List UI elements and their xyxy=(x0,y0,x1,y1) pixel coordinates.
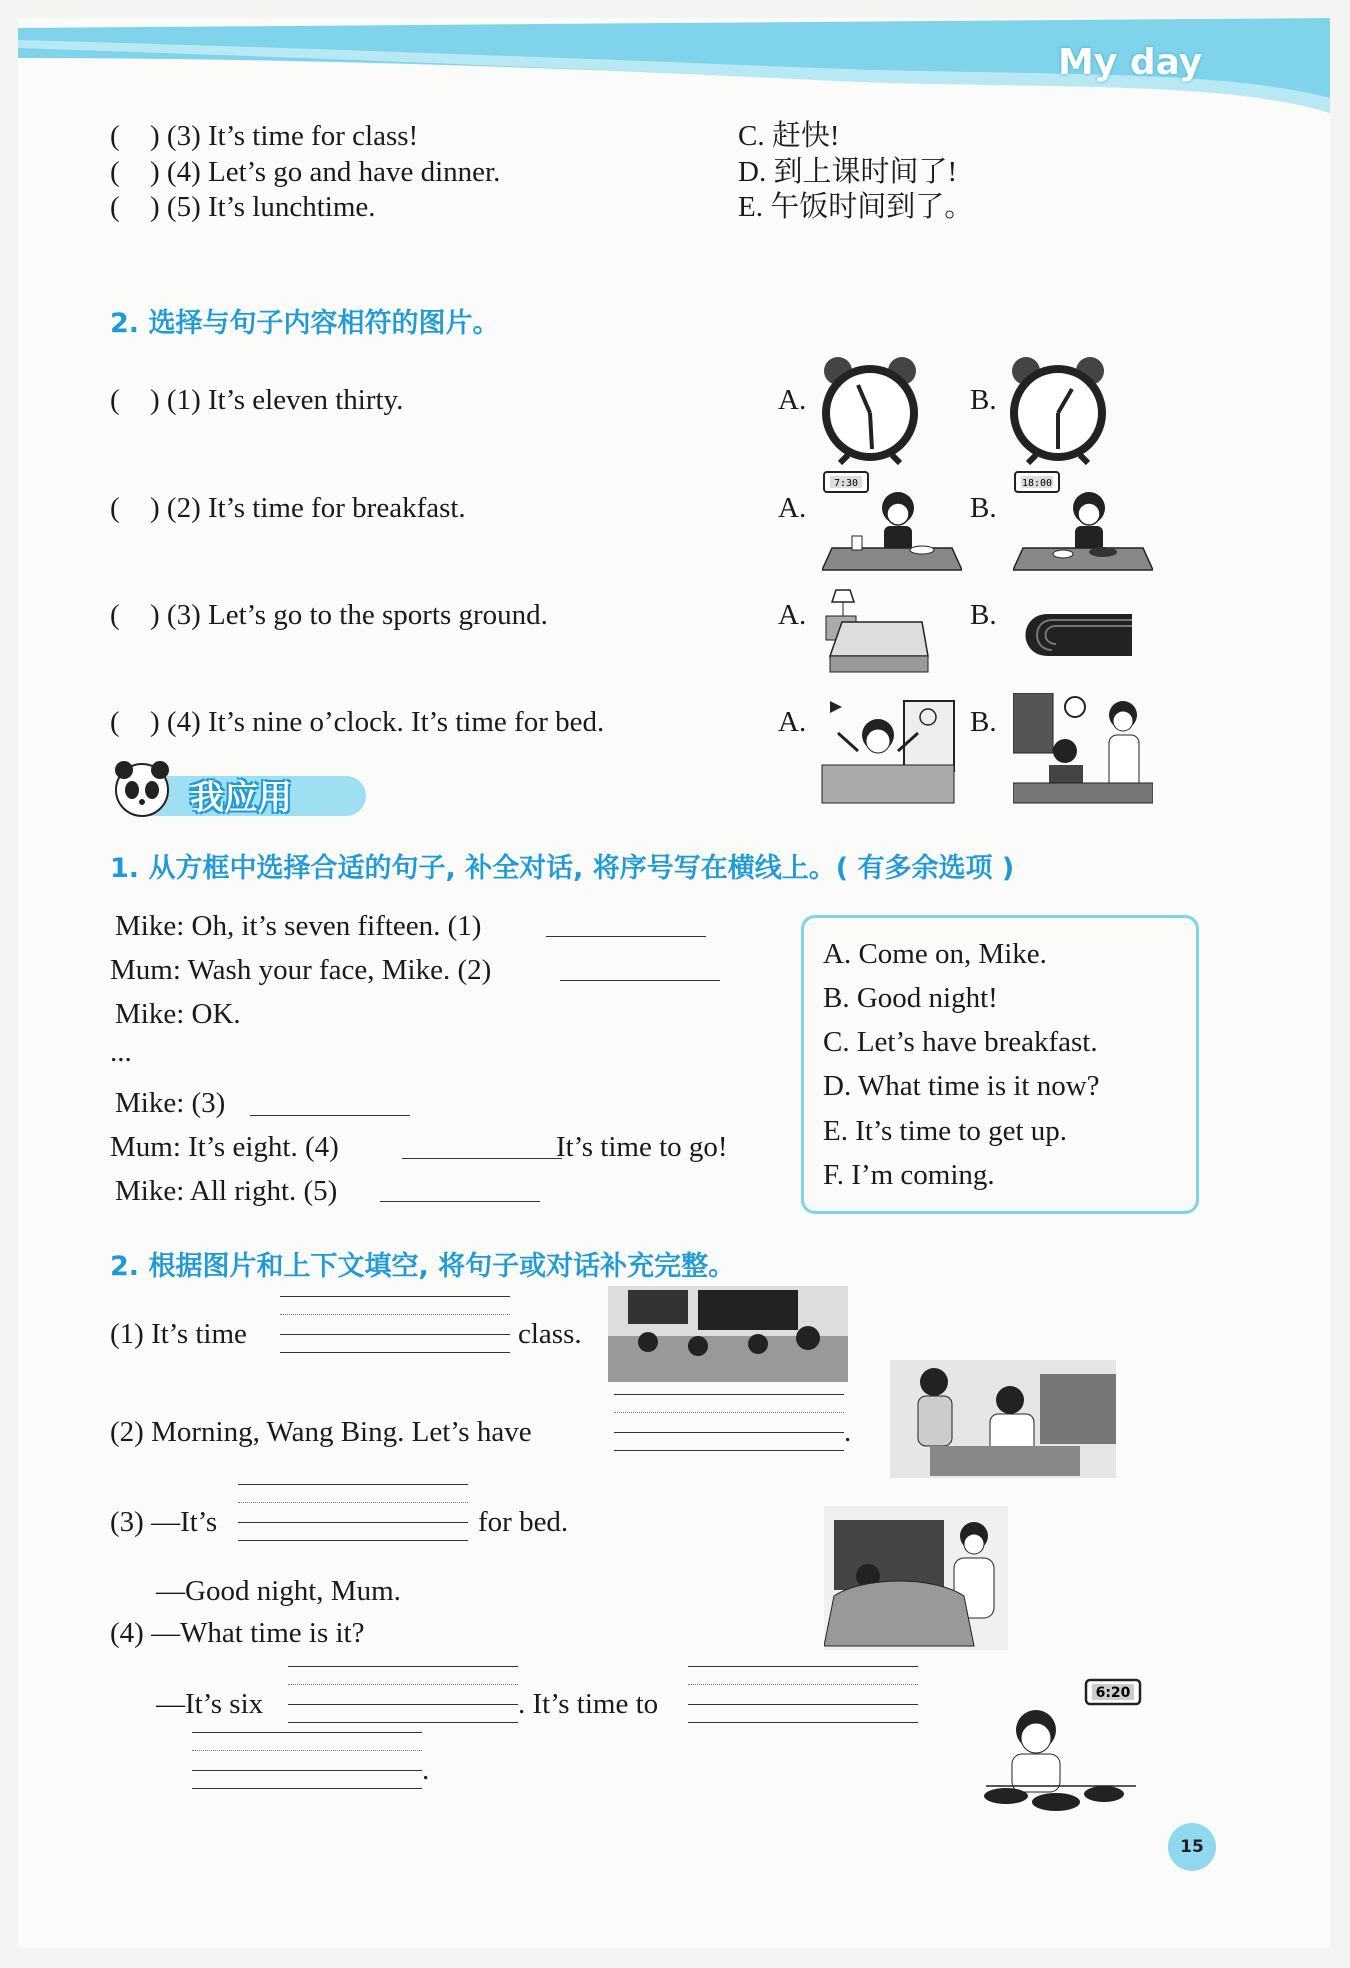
dialogue-line-6: Mike: All right. (5) xyxy=(115,1175,338,1207)
boy-eating-picture xyxy=(976,1678,1146,1818)
bedtime-picture xyxy=(824,1506,1008,1650)
choice-item-4: ) (4) It’s nine o’clock. It’s time for bed. xyxy=(150,706,605,738)
choice-item-2: ) (2) It’s time for breakfast. xyxy=(150,492,466,524)
writing-lines-4b[interactable] xyxy=(688,1666,918,1726)
answer-blank-1[interactable] xyxy=(546,936,706,937)
answer-paren[interactable]: ) xyxy=(150,191,160,223)
match-row-4: ( xyxy=(110,156,120,188)
writing-lines-4a[interactable] xyxy=(288,1666,518,1726)
match-row-5: ( xyxy=(110,191,120,223)
answer-blank-3[interactable] xyxy=(250,1115,410,1116)
dialogue-line-5-tail: It’s time to go! xyxy=(556,1131,728,1163)
header-title: My day xyxy=(1058,42,1203,83)
option-f: F. I’m coming. xyxy=(823,1159,995,1191)
choice-item-3: ) (3) Let’s go to the sports ground. xyxy=(150,599,548,631)
choice-item-1: ) (1) It’s eleven thirty. xyxy=(150,384,404,416)
option-e: E. It’s time to get up. xyxy=(823,1115,1068,1147)
dialogue-line-2: Mum: Wash your face, Mike. (2) xyxy=(110,954,492,986)
section-title: 2. 根据图片和上下文填空, 将句子或对话补充完整。 xyxy=(110,1251,736,1282)
mum-boy-study-picture xyxy=(1013,693,1153,805)
bed-picture xyxy=(822,586,930,678)
svg-text:18:00: 18:00 xyxy=(1021,478,1053,489)
fill-question-1: (1) It’s time xyxy=(110,1318,247,1350)
alarm-clock-icon xyxy=(818,353,922,465)
fill-question-2: (2) Morning, Wang Bing. Let’s have xyxy=(110,1416,532,1448)
option-b: B. Good night! xyxy=(823,982,998,1014)
dialogue-line-1: Mike: Oh, it’s seven fifteen. (1) xyxy=(115,910,482,942)
answer-paren[interactable]: ) xyxy=(150,706,160,738)
match-row-3: ( xyxy=(110,120,120,152)
dialogue-line-5: Mum: It’s eight. (4) xyxy=(110,1131,339,1163)
sports-track-picture xyxy=(1018,610,1134,660)
match-option-e: E. 午饭时间到了。 xyxy=(738,191,974,223)
svg-text:7:30: 7:30 xyxy=(833,478,859,489)
option-d: D. What time is it now? xyxy=(823,1070,1100,1102)
section-title: 2. 选择与句子内容相符的图片。 xyxy=(110,308,500,339)
answer-paren[interactable]: ) xyxy=(150,156,160,188)
section-title: 1. 从方框中选择合适的句子, 补全对话, 将序号写在横线上。( 有多余选项 ) xyxy=(110,853,1015,884)
writing-lines-4c[interactable] xyxy=(192,1732,422,1792)
writing-lines-2[interactable] xyxy=(614,1394,844,1454)
breakfast-scene-picture xyxy=(890,1360,1116,1478)
fill-question-4: (4) —What time is it? xyxy=(110,1617,365,1649)
dialogue-line-3: Mike: OK. xyxy=(115,998,241,1030)
alarm-clock-icon xyxy=(1006,353,1110,465)
fill-question-3: (3) —It’s xyxy=(110,1506,218,1538)
answer-blank-5[interactable] xyxy=(380,1201,540,1202)
svg-text:6:20: 6:20 xyxy=(1095,1685,1131,1701)
option-a: A. Come on, Mike. xyxy=(823,938,1047,970)
boy-waking-picture xyxy=(818,693,958,805)
answer-blank-2[interactable] xyxy=(560,980,720,981)
workbook-page: My day ( ) (3) It’s time for class! ( ) (4) Let’s go and have dinner. ( ) (5) It’s lunchtime. C. 赶快! D. 到上课时间了! E. 午饭时间到了。 2. 选择与句子内容相符的图片。 ( ) (1) It’s eleven thirty. A. B. ( ) (2) It’s time for breakfast. A. B. 7:30 18:00 ( ) (3) Let’s go to the sports ground. A. B. ( ) (4) It’s nine o’clock. It’s time for bed. A. B. 我应用 1. 从方框中选择合适的句子, 补全对话, 将序号写在横线上。( 有多余选项 ) Mike: Oh, it’s seven fifteen. (1) Mum: Wash your face, Mike. (2) Mike: OK. ... Mike: (3) Mum: It’s eight. (4) It’s time to go! Mike: All right. (5) A. Come on, Mike. B. Good night! C. Let’s have breakfast. D. What time is it now? E. It’s time to get up. F. I’m coming. 2. 根据图片和上下文填空, 将句子或对话补充完整。 (1) It’s time class. (2) Morning, Wang Bing. Let’s have . (3) —It’s for bed. —Good night, Mum. (4) —What time is it? —It’s six . It’s time to . 6:20 15 xyxy=(18,18,1330,1948)
option-c: C. Let’s have breakfast. xyxy=(823,1026,1098,1058)
match-option-d: D. 到上课时间了! xyxy=(738,156,958,188)
answer-paren[interactable]: ) xyxy=(150,492,160,524)
girl-breakfast-picture xyxy=(822,470,962,578)
match-option-c: C. 赶快! xyxy=(738,120,840,152)
girl-dinner-picture xyxy=(1013,470,1153,578)
fill-question-3-reply: —Good night, Mum. xyxy=(156,1575,401,1607)
writing-lines-1[interactable] xyxy=(280,1296,510,1356)
dialogue-ellipsis: ... xyxy=(110,1036,132,1068)
apply-badge-label: 我应用 xyxy=(190,778,292,818)
answer-blank-4[interactable] xyxy=(402,1158,562,1159)
writing-lines-3[interactable] xyxy=(238,1484,468,1544)
answer-paren[interactable]: ) xyxy=(150,120,160,152)
answer-paren[interactable]: ) xyxy=(150,384,160,416)
classroom-picture xyxy=(608,1286,848,1382)
page-number: 15 xyxy=(1168,1823,1216,1871)
dialogue-line-4: Mike: (3) xyxy=(115,1087,226,1119)
answer-paren[interactable]: ) xyxy=(150,599,160,631)
